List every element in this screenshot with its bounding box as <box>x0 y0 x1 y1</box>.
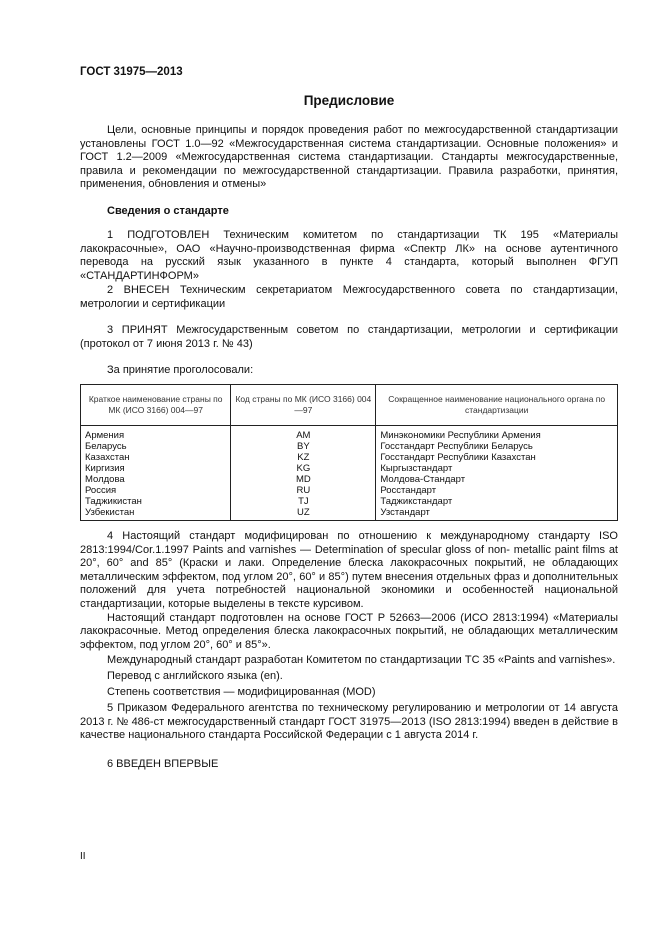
item-4-paragraph: Перевод с английского языка (en). <box>107 669 283 682</box>
table-row <box>81 507 618 521</box>
info-heading: Сведения о стандарте <box>107 205 229 217</box>
body-cell: Госстандарт Республики Казахстан <box>376 452 618 463</box>
country-cell: Таджикистан <box>81 496 231 507</box>
document-header: ГОСТ 31975—2013 <box>80 66 183 78</box>
item-4-paragraph: Международный стандарт разработан Комитетом по стандартизации ТС 35 «Paints and varnishes». <box>107 654 616 667</box>
table-header-code: Код страны по МК (ИСО 3166) 004—97 <box>231 385 376 426</box>
page-title: Предисловие <box>303 93 395 108</box>
code-cell: TJ <box>231 496 376 507</box>
intro-paragraph: Цели, основные принципы и порядок проведения работ по межгосударственной стандартизации установлены ГОСТ 1.0—92 «Межгосударственная система стандартизации. Основные положения» и ГОСТ 1.2—2009 «Межгосударственная система стандартизации. Стандарты межгосударственные, правила и рекомендации по межгосударственной стандартизации. Правила разработки, принятия, применения, обновления и отмены» <box>80 124 618 191</box>
code-cell: UZ <box>231 507 376 521</box>
intro-section <box>80 124 618 192</box>
country-cell: Молдова <box>81 474 231 485</box>
body-cell: Таджикстандарт <box>376 496 618 507</box>
code-cell: BY <box>231 441 376 452</box>
country-cell: Россия <box>81 485 231 496</box>
body-cell: Узстандарт <box>376 507 618 521</box>
item-6: 6 ВВЕДЕН ВПЕРВЫЕ <box>107 758 219 770</box>
code-cell: AM <box>231 426 376 442</box>
item-4-paragraph: 4 Настоящий стандарт модифицирован по отношению к международному стандарту ISO 2813:1994/Cor.1.1997 Paints and varnishes — Determination of specular gloss of non- metallic paint films at 20°, 60° and 85° (Краски и лаки. Определение блеска лакокрасочных покрытий, не обладающих металлическим эффектом, под углом 20°, 60° и 85°) путем внесения отдельных фраз и дополнительных положений для учета потребностей национальной экономики и особенностей национальной стандартизации, которые выделены в тексте курсивом. <box>80 530 618 610</box>
body-cell: Молдова-Стандарт <box>376 474 618 485</box>
table-row <box>81 441 618 452</box>
table-row <box>81 474 618 485</box>
code-cell: KZ <box>231 452 376 463</box>
item-4 <box>80 530 618 699</box>
table-row <box>81 426 618 442</box>
country-cell: Беларусь <box>81 441 231 452</box>
table-header-country: Краткое наименование страны по МК (ИСО 3166) 004—97 <box>81 385 231 426</box>
table-row <box>81 496 618 507</box>
country-cell: Армения <box>81 426 231 442</box>
vote-intro: За принятие проголосовали: <box>107 364 254 376</box>
item-4-paragraph: Настоящий стандарт подготовлен на основе ГОСТ Р 52663—2006 (ИСО 2813:1994) «Материалы лакокрасочные. Метод определения блеска лакокрасочных покрытий, не обладающих металлическим эффектом, под углом 20°, 60° и 85°». <box>80 611 618 651</box>
body-cell: Минэкономики Республики Армения <box>376 426 618 442</box>
body-cell: Кыргызстандарт <box>376 463 618 474</box>
table-row <box>81 452 618 463</box>
country-cell: Узбекистан <box>81 507 231 521</box>
country-cell: Киргизия <box>81 463 231 474</box>
page-number: II <box>80 851 86 862</box>
item-3: 3 ПРИНЯТ Межгосударственным советом по стандартизации, метрологии и сертификации (протокол от 7 июня 2013 г. № 43) <box>80 324 618 350</box>
item-1: 1 ПОДГОТОВЛЕН Техническим комитетом по стандартизации ТК 195 «Материалы лакокрасочные», ОАО «Научно-производственная фирма «Спектр ЛК» на основе аутентичного перевода на русский язык указанного в пункте 4 стандарта, который выполнен ФГУП «СТАНДАРТИНФОРМ» <box>80 229 618 282</box>
table-header-body: Сокращенное наименование национального органа по стандартизации <box>376 385 618 426</box>
countries-table <box>80 384 618 521</box>
table-row <box>81 463 618 474</box>
item-5: 5 Приказом Федерального агентства по техническому регулированию и метрологии от 14 августа 2013 г. № 486-ст межгосударственный стандарт ГОСТ 31975—2013 (ISO 2813:1994) введен в действие в качестве национального стандарта Российской Федерации с 1 августа 2014 г. <box>80 702 618 742</box>
code-cell: KG <box>231 463 376 474</box>
body-cell: Госстандарт Республики Беларусь <box>376 441 618 452</box>
country-cell: Казахстан <box>81 452 231 463</box>
code-cell: RU <box>231 485 376 496</box>
table-row <box>81 485 618 496</box>
item-4-paragraph: Степень соответствия — модифицированная (MOD) <box>107 685 376 698</box>
body-cell: Росстандарт <box>376 485 618 496</box>
code-cell: MD <box>231 474 376 485</box>
item-2: 2 ВНЕСЕН Техническим секретариатом Межгосударственного совета по стандартизации, метрологии и сертификации <box>80 284 618 310</box>
